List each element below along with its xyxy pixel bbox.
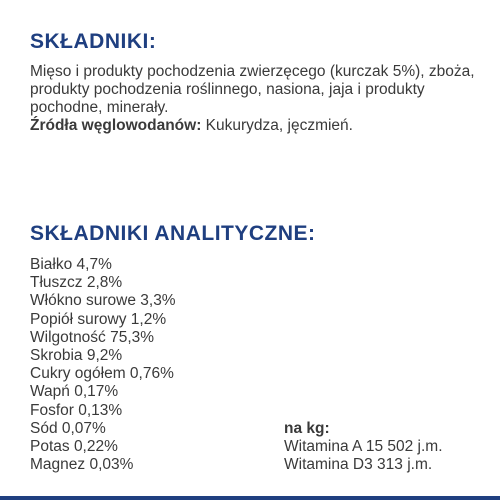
per-kg-label: na kg: [284,420,330,437]
analytic-item-potassium: Potas 0,22% [30,438,118,456]
analytic-item-magnesium: Magnez 0,03% [30,456,134,474]
analytic-item-sugars: Cukry ogółem 0,76% [30,365,174,383]
per-kg-block [284,420,443,475]
per-kg-vitamin-d3: Witamina D3 313 j.m. [284,456,433,474]
analytic-title: SKŁADNIKI ANALITYCZNE: [30,222,316,245]
bottom-bar [0,496,500,500]
analytic-item-sodium: Sód 0,07% [30,419,106,437]
analytic-item-starch: Skrobia 9,2% [30,347,123,365]
carb-sources [30,117,480,135]
analytic-item-ash: Popiół surowy 1,2% [30,310,167,328]
ingredients-text: Mięso i produkty pochodzenia zwierzęcego (kurczak 5%), zboża, produkty pochodzenia roślinnego, nasiona, jaja i produkty pochodne, minerały. [30,63,475,116]
analytic-item-fibre: Włókno surowe 3,3% [30,292,176,310]
ingredients-title: SKŁADNIKI: [30,30,157,53]
analytic-item-fat: Tłuszcz 2,8% [30,274,123,292]
analytic-item-phosphorus: Fosfor 0,13% [30,401,123,419]
analytic-item-calcium: Wapń 0,17% [30,383,119,401]
analytic-list [30,256,176,474]
carb-sources-label: Źródła węglowodanów: [30,117,202,134]
ingredients-block [30,63,480,135]
analytic-item-protein: Białko 4,7% [30,256,112,273]
carb-sources-text: Kukurydza, jęczmień. [201,117,353,134]
analytic-item-moisture: Wilgotność 75,3% [30,328,155,346]
per-kg-vitamin-a: Witamina A 15 502 j.m. [284,438,443,456]
